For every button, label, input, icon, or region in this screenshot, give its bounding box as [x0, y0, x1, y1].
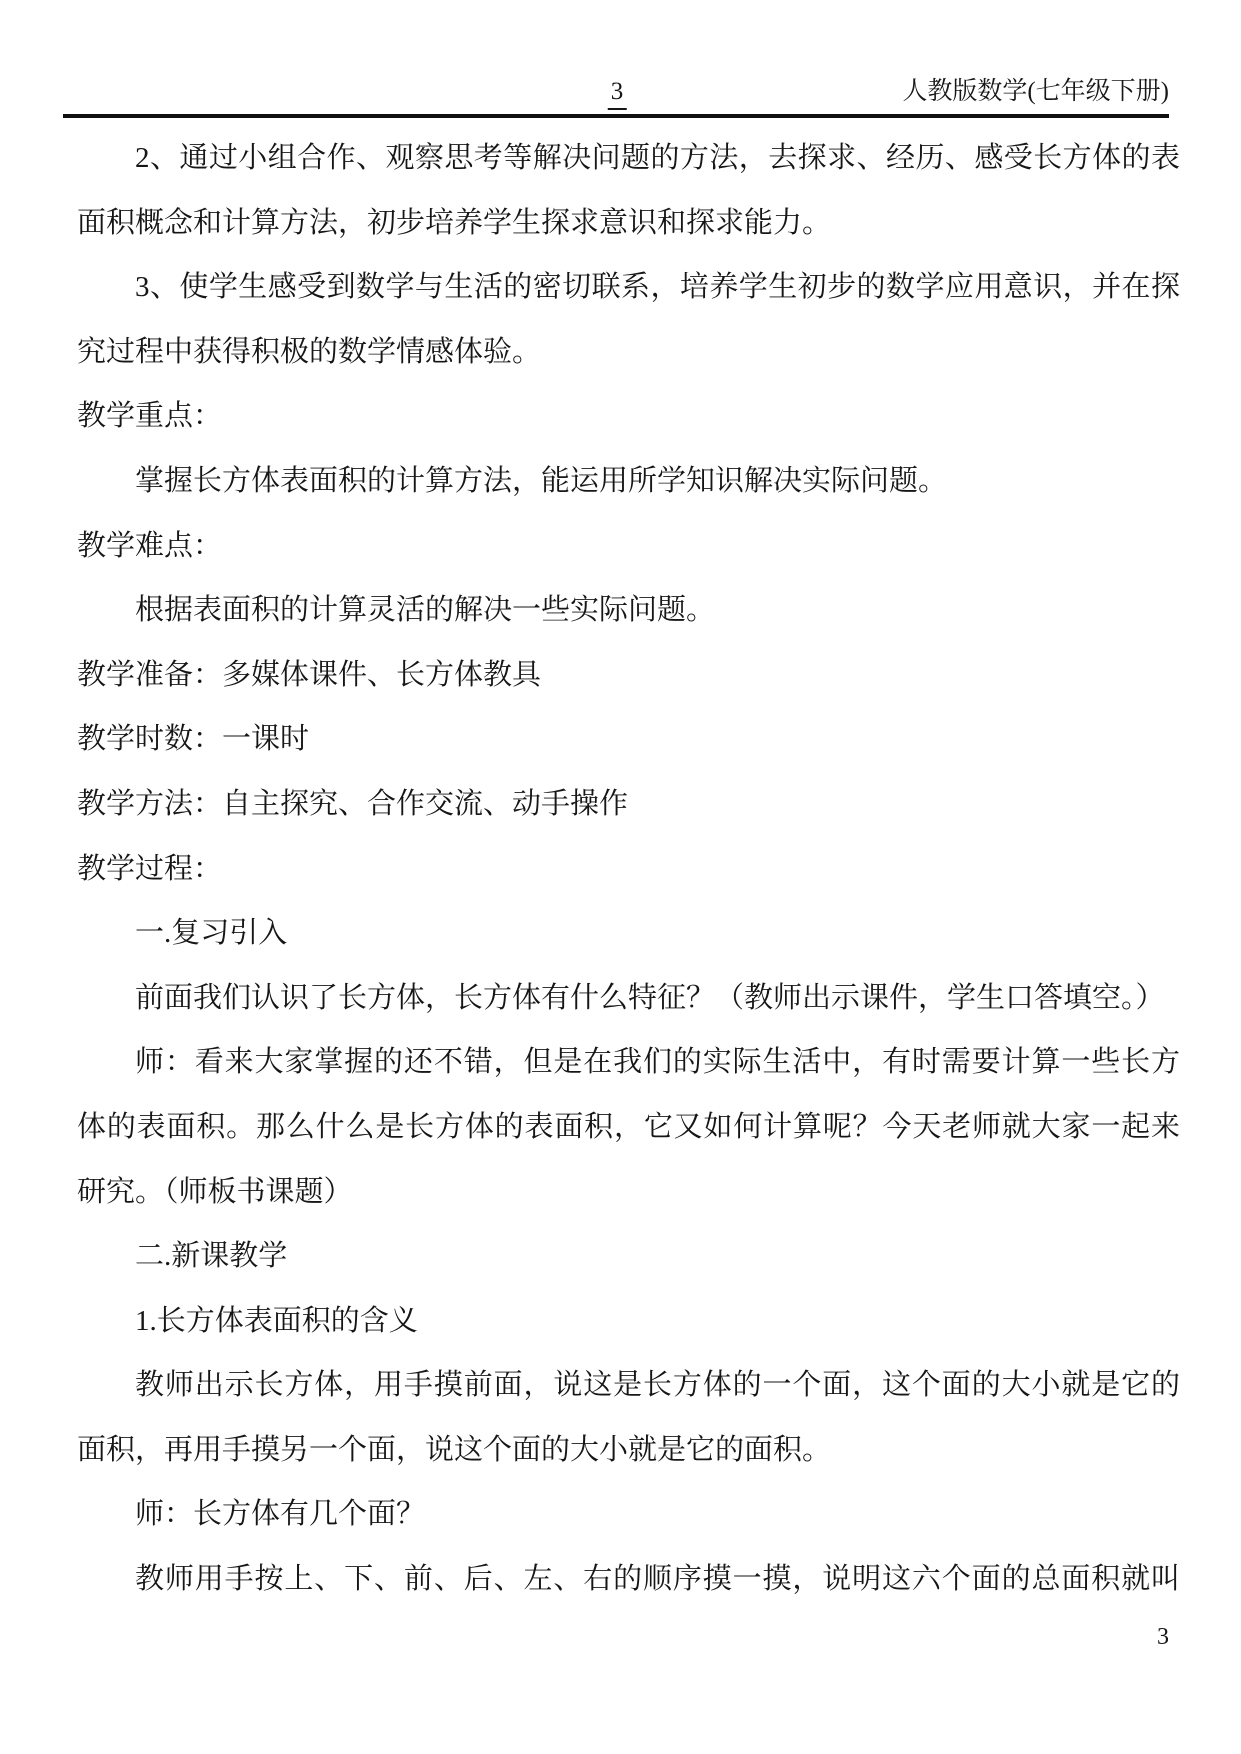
- text-line: 面积，再用手摸另一个面，说这个面的大小就是它的面积。: [77, 1433, 832, 1466]
- text-line: 一.复习引入: [135, 917, 288, 950]
- text-line: 体的表面积。那么什么是长方体的表面积，它又如何计算呢？今天老师就大家一起来: [77, 1110, 1180, 1143]
- document-body: [77, 126, 1180, 1612]
- section-heading: 教学时数：一课时: [77, 723, 310, 756]
- text-line: 研究。（师板书课题）: [77, 1175, 353, 1208]
- footer-page-number: 3: [1157, 1624, 1169, 1650]
- text-line: 3、使学生感受到数学与生活的密切联系，培养学生初步的数学应用意识，并在探: [135, 271, 1180, 304]
- text-line: 根据表面积的计算灵活的解决一些实际问题。: [135, 594, 716, 627]
- section-heading: 教学重点：: [77, 400, 223, 433]
- section-heading: 教学难点：: [77, 529, 223, 562]
- header-title: 人教版数学(七年级下册): [902, 78, 1169, 105]
- text-line: 师：长方体有几个面？: [135, 1498, 426, 1531]
- text-line: 二.新课教学: [135, 1240, 288, 1273]
- text-line: 究过程中获得积极的数学情感体验。: [77, 335, 542, 368]
- section-heading: 教学方法：自主探究、合作交流、动手操作: [77, 787, 629, 820]
- text-line: 1.长方体表面积的含义: [135, 1304, 418, 1337]
- text-line: 2、通过小组合作、观察思考等解决问题的方法，去探求、经历、感受长方体的表: [135, 142, 1180, 174]
- text-line: 面积概念和计算方法，初步培养学生探求意识和探求能力。: [77, 206, 832, 239]
- header-divider: [63, 114, 1169, 118]
- text-line: 掌握长方体表面积的计算方法，能运用所学知识解决实际问题。: [135, 464, 948, 497]
- header-page-indicator: 3: [608, 76, 627, 110]
- section-heading: 教学过程：: [77, 852, 223, 885]
- text-line: 前面我们认识了长方体，长方体有什么特征？（教师出示课件，学生口答填空。）: [135, 981, 1165, 1014]
- text-line: 教师出示长方体，用手摸前面，说这是长方体的一个面，这个面的大小就是它的: [135, 1369, 1180, 1402]
- text-line: 师：看来大家掌握的还不错，但是在我们的实际生活中，有时需要计算一些长方: [135, 1046, 1180, 1079]
- section-heading: 教学准备：多媒体课件、长方体教具: [77, 658, 542, 691]
- text-line: 教师用手按上、下、前、后、左、右的顺序摸一摸，说明这六个面的总面积就叫: [135, 1563, 1180, 1596]
- page-header: [65, 76, 1169, 112]
